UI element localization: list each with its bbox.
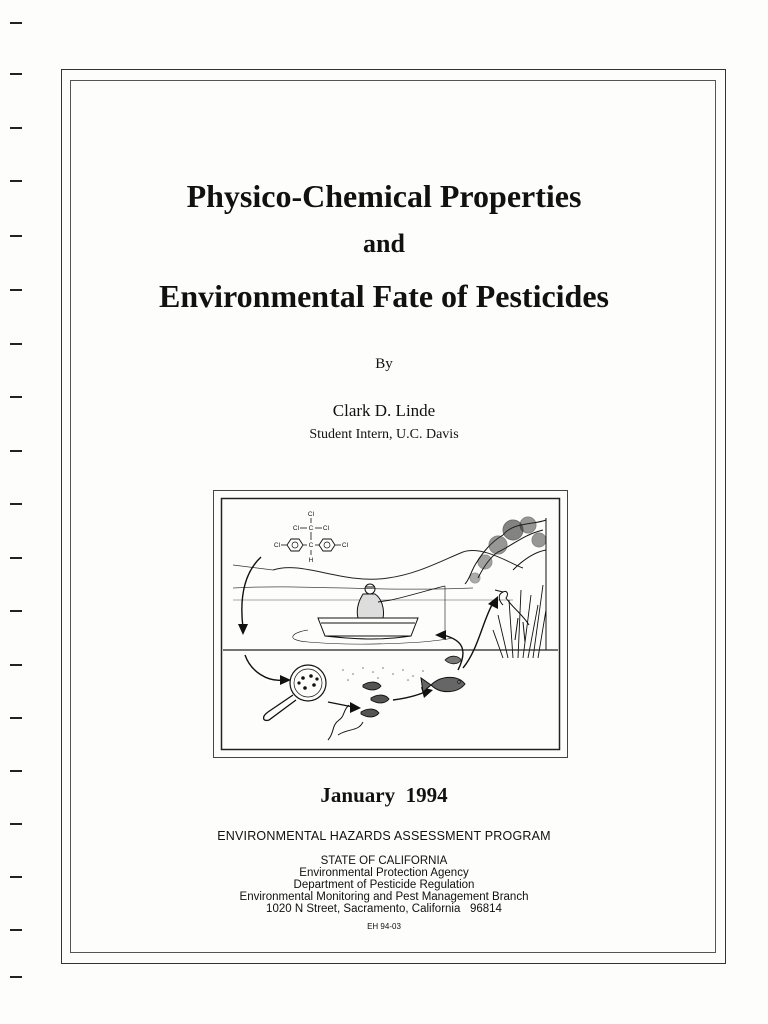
arrow-to-plankton <box>245 655 283 680</box>
molecule-atom: Cl <box>322 525 330 532</box>
molecule-atom: Cl <box>292 525 300 532</box>
arrow-to-large-fish <box>393 692 425 700</box>
binding-mark <box>10 664 22 666</box>
molecule-atom: C <box>308 525 314 532</box>
molecule-atom: Cl <box>307 511 315 518</box>
binding-mark <box>10 343 22 345</box>
environmental-fate-illustration <box>213 490 568 758</box>
binding-mark <box>10 976 22 978</box>
program-name: ENVIRONMENTAL HAZARDS ASSESSMENT PROGRAM <box>217 829 551 843</box>
binding-mark <box>10 557 22 559</box>
agency-line: Environmental Monitoring and Pest Management Branch <box>239 891 529 903</box>
agency-line: STATE OF CALIFORNIA <box>320 855 448 867</box>
agency-line: Department of Pesticide Regulation <box>293 879 475 891</box>
title-line-2: and <box>363 229 405 258</box>
binding-mark <box>10 823 22 825</box>
arrow-to-small-fish <box>328 702 353 707</box>
ddt-molecule <box>274 511 349 564</box>
binding-mark <box>10 22 22 24</box>
binding-mark <box>10 396 22 398</box>
molecule-atom: Cl <box>273 542 281 549</box>
author-affiliation: Student Intern, U.C. Davis <box>309 427 459 442</box>
reeds <box>493 585 546 658</box>
binding-mark <box>10 127 22 129</box>
arrow-to-fisherman <box>443 635 463 670</box>
binding-mark <box>10 450 22 452</box>
author-name: Clark D. Linde <box>332 401 436 420</box>
binding-mark <box>10 770 22 772</box>
arrow-deposition <box>242 557 261 628</box>
boat-with-fisherman <box>293 584 453 644</box>
sediment-dots <box>342 667 424 681</box>
title-line-1: Physico-Chemical Properties <box>186 178 582 214</box>
agency-block <box>0 855 768 915</box>
binding-mark <box>10 503 22 505</box>
binding-mark <box>10 73 22 75</box>
binding-mark <box>10 717 22 719</box>
agency-line: Environmental Protection Agency <box>299 867 469 879</box>
plankton-magnifier <box>264 665 326 720</box>
agency-line: 1020 N Street, Sacramento, California 96814 <box>266 903 502 915</box>
heron <box>495 590 529 642</box>
molecule-atom: H <box>308 557 314 564</box>
arrow-to-heron <box>463 603 493 668</box>
binding-mark <box>10 610 22 612</box>
title-line-3: Environmental Fate of Pesticides <box>158 278 609 314</box>
document-number: EH 94-03 <box>367 922 401 931</box>
tree <box>465 517 546 650</box>
byline: By <box>375 356 393 372</box>
molecule-atom: Cl <box>341 542 349 549</box>
surface-fish <box>445 656 461 664</box>
molecule-atom: C <box>308 542 314 549</box>
publication-date: January 1994 <box>320 783 448 807</box>
